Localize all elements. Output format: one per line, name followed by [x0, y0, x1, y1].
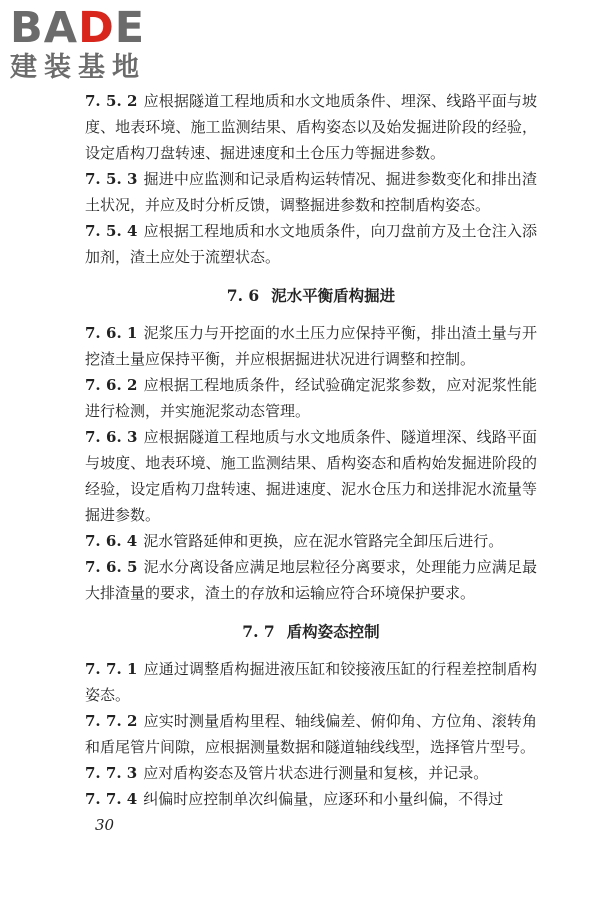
- page-number: 30: [95, 816, 115, 834]
- section-heading: [85, 282, 537, 310]
- brand-logo: [10, 4, 146, 84]
- clause-number: 7. 6. 5: [85, 558, 138, 576]
- clause-number: 7. 6. 4: [85, 532, 138, 550]
- logo-letter-accent: D: [78, 3, 115, 53]
- clause: [85, 88, 537, 166]
- section-title: 盾构姿态控制: [286, 622, 380, 641]
- clause-text: 应根据工程地质和水文地质条件，向刀盘前方及土仓注入添加剂，渣土应处于流塑状态。: [85, 222, 537, 266]
- clause-text: 纠偏时应控制单次纠偏量，应逐环和小量纠偏，不得过: [143, 790, 504, 808]
- clause-text: 掘进中应监测和记录盾构运转情况、掘进参数变化和排出渣土状况，并应及时分析反馈，调整掘进参数和控制盾构姿态。: [85, 170, 537, 214]
- logo-letters-tail: E: [114, 3, 146, 53]
- clause: [85, 760, 537, 786]
- logo-chinese-text: 建装基地: [10, 52, 146, 83]
- clause-text: 应实时测量盾构里程、轴线偏差、俯仰角、方位角、滚转角和盾尾管片间隙，应根据测量数据和隧道轴线线型，选择管片型号。: [85, 712, 537, 756]
- clause: [85, 708, 537, 760]
- clause-text: 应根据隧道工程地质和水文地质条件、埋深、线路平面与坡度、地表环境、施工监测结果、盾构姿态以及始发掘进阶段的经验，设定盾构刀盘转速、掘进速度和土仓压力等掘进参数。: [85, 92, 537, 162]
- clause: [85, 554, 537, 606]
- clause-number: 7. 5. 3: [85, 170, 138, 188]
- clause: [85, 656, 537, 708]
- clause-text: 泥浆压力与开挖面的水土压力应保持平衡，排出渣土量与开挖渣土量应保持平衡，并应根据掘进状况进行调整和控制。: [85, 324, 537, 368]
- logo-wordmark: [10, 4, 146, 52]
- clause: [85, 372, 537, 424]
- clause-number: 7. 6. 2: [85, 376, 138, 394]
- clause-number: 7. 7. 1: [85, 660, 138, 678]
- clause: [85, 166, 537, 218]
- clause: [85, 528, 537, 554]
- section-title: 泥水平衡盾构掘进: [271, 286, 396, 305]
- clause-number: 7. 6. 3: [85, 428, 138, 446]
- clause-number: 7. 7. 3: [85, 764, 138, 782]
- document-body: [85, 88, 537, 812]
- clause-text: 泥水分离设备应满足地层粒径分离要求，处理能力应满足最大排渣量的要求，渣土的存放和运输应符合环境保护要求。: [85, 558, 537, 602]
- clause-number: 7. 5. 4: [85, 222, 138, 240]
- clause: [85, 424, 537, 528]
- section-heading: [85, 618, 537, 646]
- section-number: 7. 6: [226, 286, 260, 305]
- clause-number: 7. 5. 2: [85, 92, 138, 110]
- section-number: 7. 7: [242, 622, 275, 641]
- clause-number: 7. 7. 2: [85, 712, 138, 730]
- logo-letters-main: BA: [10, 3, 79, 53]
- clause: [85, 320, 537, 372]
- clause-text: 应根据工程地质条件，经试验确定泥浆参数，应对泥浆性能进行检测，并实施泥浆动态管理。: [85, 376, 537, 420]
- clause-text: 应根据隧道工程地质与水文地质条件、隧道埋深、线路平面与坡度、地表环境、施工监测结果、盾构姿态和盾构始发掘进阶段的经验，设定盾构刀盘转速、掘进速度、泥水仓压力和送排泥水流量等掘进参数。: [85, 428, 537, 524]
- clause: [85, 786, 537, 812]
- clause-number: 7. 6. 1: [85, 324, 138, 342]
- clause-text: 应对盾构姿态及管片状态进行测量和复核，并记录。: [143, 764, 489, 782]
- clause: [85, 218, 537, 270]
- clause-text: 泥水管路延伸和更换，应在泥水管路完全卸压后进行。: [143, 532, 504, 550]
- clause-text: 应通过调整盾构掘进液压缸和铰接液压缸的行程差控制盾构姿态。: [85, 660, 537, 704]
- clause-number: 7. 7. 4: [85, 790, 138, 808]
